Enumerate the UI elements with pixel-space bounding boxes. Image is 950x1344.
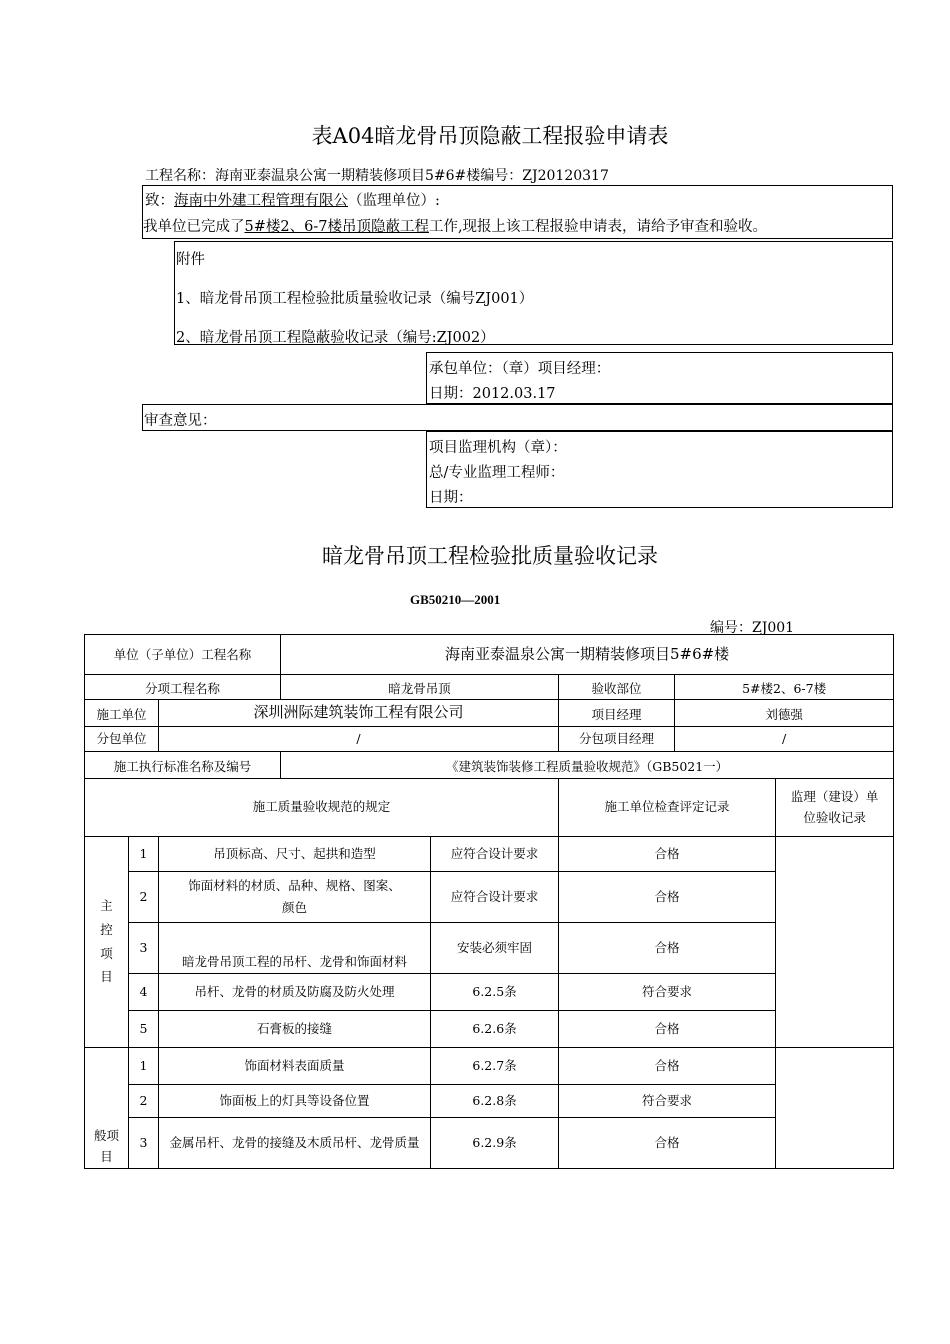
unit-value: 海南亚泰温泉公寓一期精装修项目5#6#楼 bbox=[281, 635, 894, 675]
item-desc: 饰面材料的材质、品种、规格、图案、颜色 bbox=[159, 871, 431, 922]
supervision-org: 项目监理机构（章）： bbox=[429, 440, 567, 456]
form-title: 表A04暗龙骨吊顶隐蔽工程报验申请表 bbox=[311, 124, 669, 148]
part-value: 5#楼2、6-7楼 bbox=[675, 675, 894, 700]
general-group-text: 般项目 bbox=[93, 1128, 119, 1165]
project-line: 工程名称：海南亚泰温泉公寓一期精装修项目5#6#楼编号：ZJ20120317 bbox=[145, 168, 609, 184]
item-no: 4 bbox=[129, 973, 159, 1010]
item-no: 1 bbox=[129, 836, 159, 871]
standard-label: 施工执行标准名称及编号 bbox=[85, 751, 281, 778]
subcontractor-value: / bbox=[159, 726, 559, 751]
header-check: 施工单位检查评定记录 bbox=[559, 778, 776, 836]
item-result: 符合要求 bbox=[559, 973, 776, 1010]
supervision-engineer: 总/专业监理工程师： bbox=[429, 465, 565, 481]
supervision-box bbox=[426, 431, 893, 508]
table-row bbox=[85, 1084, 894, 1117]
item-no: 5 bbox=[129, 1010, 159, 1047]
manager-label: 项目经理 bbox=[559, 700, 675, 727]
item-req: 6.2.7条 bbox=[431, 1047, 559, 1084]
sub-manager-label: 分包项目经理 bbox=[559, 726, 675, 751]
header-supervise-1: 监理（建设）单 bbox=[790, 788, 879, 804]
row-header bbox=[85, 778, 894, 836]
table-row bbox=[85, 1117, 894, 1168]
part-label: 验收部位 bbox=[559, 675, 675, 700]
item-result: 合格 bbox=[559, 1047, 776, 1084]
general-group-label bbox=[85, 1047, 129, 1168]
statement-work: 5#楼2、6-7楼吊顶隐蔽工程 bbox=[244, 219, 429, 235]
item-desc: 暗龙骨吊顶工程的吊杆、龙骨和饰面材料 bbox=[159, 922, 431, 973]
item-desc: 饰面材料表面质量 bbox=[159, 1047, 431, 1084]
standard-code: GB50210—2001 bbox=[410, 592, 501, 607]
main-supervise-cell bbox=[776, 836, 894, 1047]
item-result: 合格 bbox=[559, 922, 776, 973]
table-row bbox=[85, 1047, 894, 1084]
item-req: 6.2.6条 bbox=[431, 1010, 559, 1047]
standard-value: 《建筑装饰装修工程质量验收规范》（GB5021一） bbox=[281, 751, 894, 778]
main-group-char: 控 bbox=[100, 921, 113, 937]
table-row bbox=[85, 836, 894, 871]
header-spec: 施工质量验收规范的规定 bbox=[85, 778, 559, 836]
attachment-1: 1、暗龙骨吊顶工程检验批质量验收记录（编号ZJ001） bbox=[176, 291, 534, 307]
row-contractor bbox=[85, 700, 894, 727]
item-desc: 吊杆、龙骨的材质及防腐及防火处理 bbox=[159, 973, 431, 1010]
item-no: 3 bbox=[129, 922, 159, 973]
item-req: 安装必须牢固 bbox=[431, 922, 559, 973]
item-desc: 金属吊杆、龙骨的接缝及木质吊杆、龙骨质量 bbox=[159, 1117, 431, 1168]
supervision-date: 日期： bbox=[429, 490, 473, 506]
subcontractor-label: 分包单位 bbox=[85, 726, 159, 751]
item-no: 2 bbox=[129, 871, 159, 922]
item-no: 2 bbox=[129, 1084, 159, 1117]
row-standard bbox=[85, 751, 894, 778]
item-req: 应符合设计要求 bbox=[431, 836, 559, 871]
supervision-company: 海南中外建工程管理有限公 bbox=[174, 193, 348, 209]
main-group-label bbox=[85, 836, 129, 1047]
item-desc: 石膏板的接缝 bbox=[159, 1010, 431, 1047]
item-req: 6.2.5条 bbox=[431, 973, 559, 1010]
manager-value: 刘德强 bbox=[675, 700, 894, 727]
statement-line bbox=[143, 215, 767, 236]
item-desc: 饰面板上的灯具等设备位置 bbox=[159, 1084, 431, 1117]
record-serial: 编号：ZJ001 bbox=[710, 620, 795, 636]
table-row bbox=[85, 1010, 894, 1047]
item-req: 应符合设计要求 bbox=[431, 871, 559, 922]
subitem-value: 暗龙骨吊顶 bbox=[281, 675, 559, 700]
row-subcontractor bbox=[85, 726, 894, 751]
item-result: 合格 bbox=[559, 1010, 776, 1047]
application-box bbox=[142, 185, 893, 239]
attachment-2: 2、暗龙骨吊顶工程隐蔽验收记录（编号:ZJ002） bbox=[176, 330, 495, 346]
item-result: 符合要求 bbox=[559, 1084, 776, 1117]
to-prefix: 致： bbox=[145, 193, 174, 209]
table-row bbox=[85, 973, 894, 1010]
to-suffix: （监理单位）: bbox=[348, 193, 440, 209]
contractor-line: 承包单位：（章）项目经理： bbox=[429, 361, 611, 377]
review-box bbox=[142, 404, 893, 431]
item-req: 6.2.9条 bbox=[431, 1117, 559, 1168]
header-supervise bbox=[776, 778, 894, 836]
record-title: 暗龙骨吊顶工程检验批质量验收记录 bbox=[322, 544, 658, 568]
table-row bbox=[85, 871, 894, 922]
header-supervise-2: 位验收记录 bbox=[803, 810, 866, 825]
item-no: 1 bbox=[129, 1047, 159, 1084]
main-group-char: 主 bbox=[100, 898, 113, 913]
attachments-label: 附件 bbox=[176, 252, 205, 268]
item-result: 合格 bbox=[559, 871, 776, 922]
item-result: 合格 bbox=[559, 1117, 776, 1168]
review-label: 审查意见： bbox=[144, 413, 217, 429]
inspection-table bbox=[84, 634, 894, 1169]
contractor-date: 日期：2012.03.17 bbox=[429, 386, 556, 402]
attachments-box bbox=[174, 241, 893, 345]
item-no: 3 bbox=[129, 1117, 159, 1168]
general-supervise-cell bbox=[776, 1047, 894, 1168]
row-unit bbox=[85, 635, 894, 675]
contractor-value: 深圳洲际建筑装饰工程有限公司 bbox=[159, 700, 559, 727]
unit-label: 单位（子单位）工程名称 bbox=[85, 635, 281, 675]
item-desc: 吊顶标高、尺寸、起拱和造型 bbox=[159, 836, 431, 871]
sub-manager-value: / bbox=[675, 726, 894, 751]
addressee-line bbox=[145, 189, 440, 210]
main-group-char: 项 bbox=[100, 945, 113, 961]
statement-suffix: 工作,现报上该工程报验申请表，请给予审查和验收。 bbox=[428, 219, 768, 235]
item-result: 合格 bbox=[559, 836, 776, 871]
subitem-label: 分项工程名称 bbox=[85, 675, 281, 700]
main-group-char: 目 bbox=[100, 969, 113, 985]
table-row bbox=[85, 922, 894, 973]
statement-prefix: 我单位已完成了 bbox=[143, 219, 245, 235]
item-req: 6.2.8条 bbox=[431, 1084, 559, 1117]
contractor-label: 施工单位 bbox=[85, 700, 159, 727]
row-subitem bbox=[85, 675, 894, 700]
contractor-box bbox=[426, 352, 893, 404]
